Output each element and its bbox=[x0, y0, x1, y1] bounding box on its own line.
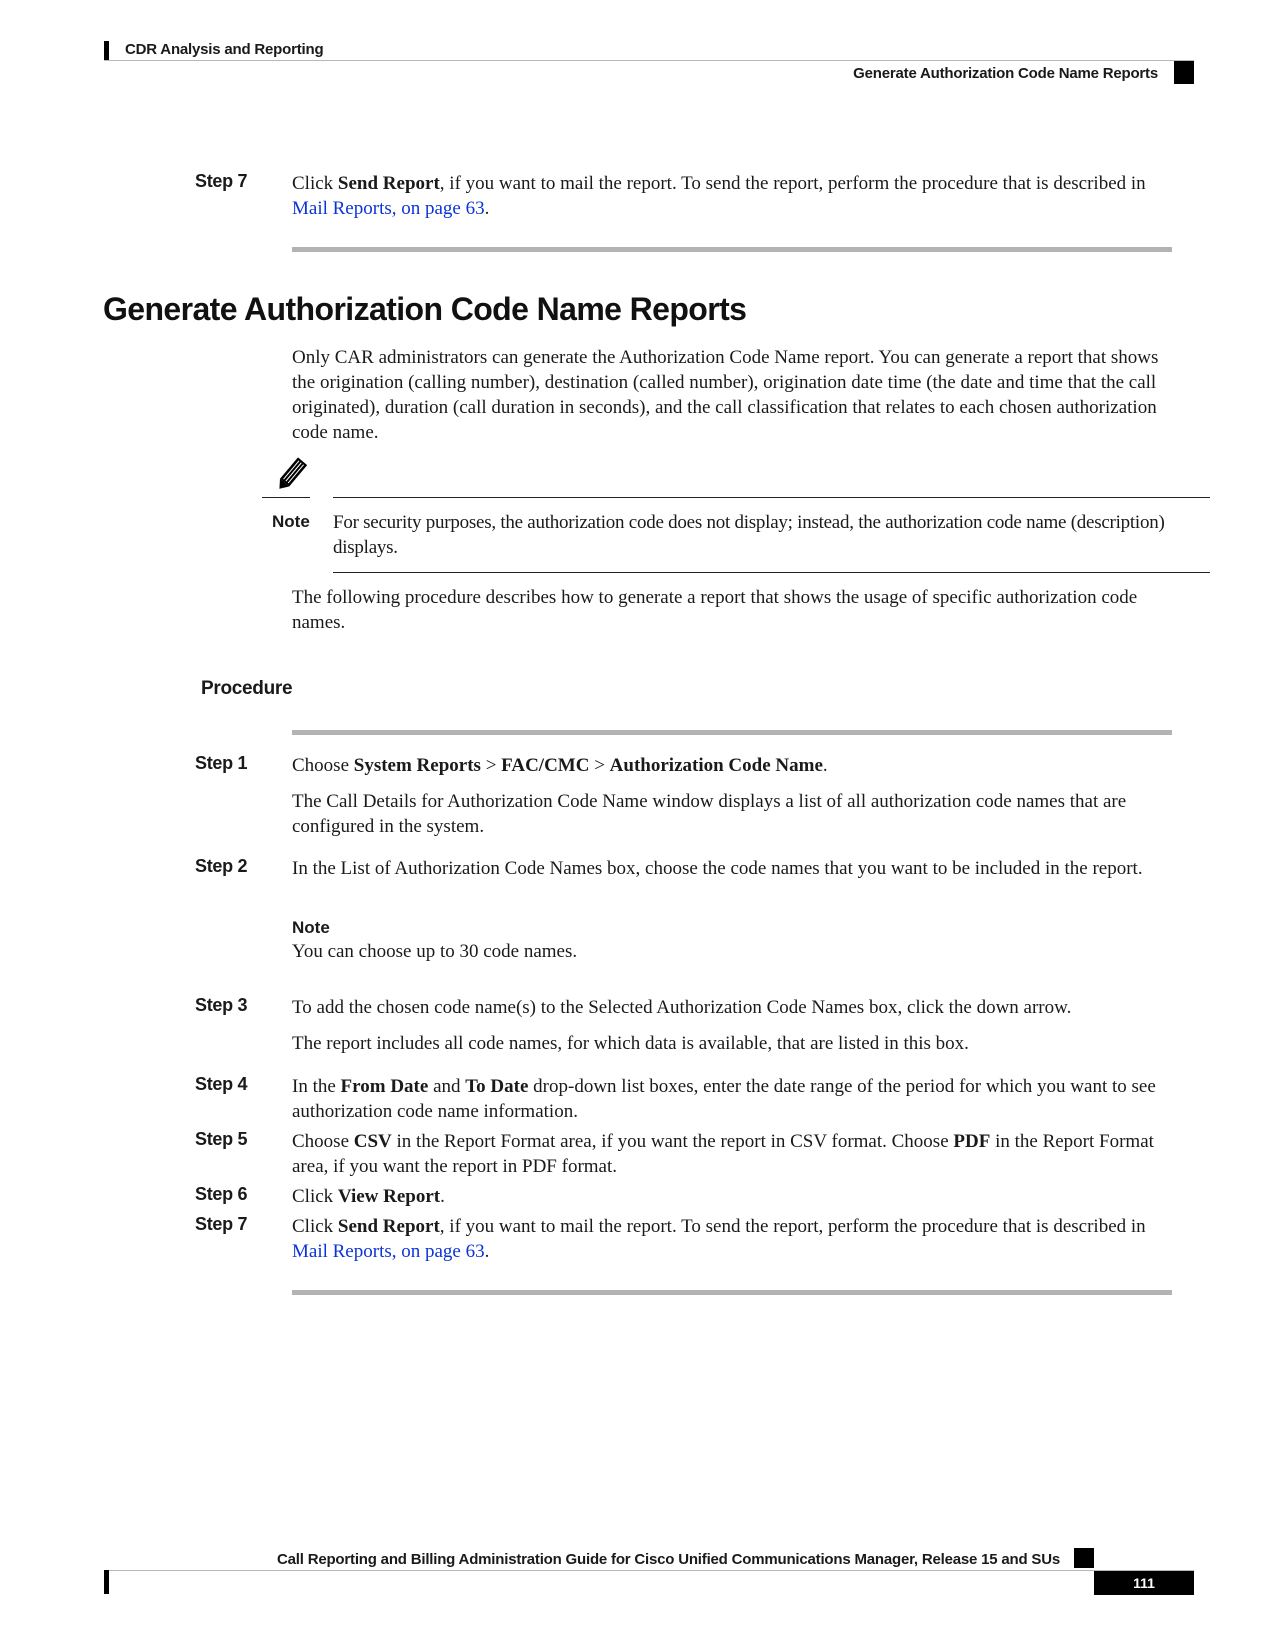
step-2-note-label: Note bbox=[292, 918, 330, 937]
step-2-text: In the List of Authorization Code Names box, choose the code names that you want to be included in the report. bbox=[292, 858, 1143, 879]
header-chapter-title: CDR Analysis and Reporting bbox=[125, 41, 324, 58]
step-4-text: In the From Date and To Date drop-down list boxes, enter the date range of the period for which you want to see authorization code name information. bbox=[292, 1076, 1156, 1122]
step-5-text: Choose CSV in the Report Format area, if you want the report in CSV format. Choose PDF in the Report Format area, if you want the report in PDF format. bbox=[292, 1131, 1154, 1177]
footer-guide-title: Call Reporting and Billing Administration Guide for Cisco Unified Communications Manager, Release 15 and SUs bbox=[277, 1551, 1060, 1568]
step-7-text: Click Send Report, if you want to mail the report. To send the report, perform the procedure that is described in Mail Reports, on page 63. bbox=[292, 1216, 1146, 1262]
step-6-label: Step 6 bbox=[195, 1184, 248, 1204]
step-7-label: Step 7 bbox=[195, 1214, 248, 1234]
procedure-heading: Procedure bbox=[201, 678, 293, 699]
step-2-label: Step 2 bbox=[195, 856, 248, 876]
procedure-end-rule bbox=[292, 247, 1172, 252]
mail-reports-link[interactable]: Mail Reports, on page 63 bbox=[292, 198, 485, 219]
header-rule bbox=[104, 60, 1194, 61]
following-paragraph: The following procedure describes how to generate a report that shows the usage of specific authorization code names. bbox=[292, 587, 1138, 633]
step-1-detail: The Call Details for Authorization Code Name window displays a list of all authorization code names that are configured in the system. bbox=[292, 791, 1127, 837]
step-1-label: Step 1 bbox=[195, 753, 248, 773]
footer-bar-left bbox=[104, 1570, 109, 1594]
step-1-text: Choose System Reports > FAC/CMC > Authorization Code Name. bbox=[292, 755, 828, 776]
step-6-text: Click View Report. bbox=[292, 1186, 445, 1207]
intro-paragraph: Only CAR administrators can generate the Authorization Code Name report. You can generate a report that shows the origination (calling number), destination (called number), origination date time (the date and time that the call originated), duration (call duration in seconds), and the call classification that relates to each chosen authorization code name. bbox=[292, 347, 1159, 443]
note-bottom-rule bbox=[333, 572, 1210, 573]
section-title: Generate Authorization Code Name Reports bbox=[103, 291, 747, 327]
step-5-label: Step 5 bbox=[195, 1129, 248, 1149]
step-3-text: To add the chosen code name(s) to the Selected Authorization Code Names box, click the down arrow. bbox=[292, 997, 1072, 1018]
footer-block bbox=[1074, 1548, 1094, 1568]
note-top-rule bbox=[333, 497, 1210, 498]
prev-step-label: Step 7 bbox=[195, 171, 248, 191]
pencil-icon bbox=[271, 455, 311, 495]
step-3-detail: The report includes all code names, for which data is available, that are listed in this box. bbox=[292, 1033, 969, 1054]
footer-rule bbox=[104, 1570, 1194, 1571]
header-section-title: Generate Authorization Code Name Reports bbox=[853, 65, 1158, 82]
note-icon-rule bbox=[262, 497, 310, 498]
page-number: 111 bbox=[1094, 1571, 1194, 1595]
procedure-start-rule bbox=[292, 730, 1172, 735]
step-3-label: Step 3 bbox=[195, 995, 248, 1015]
header-block bbox=[1174, 61, 1194, 84]
header-bar-left bbox=[104, 41, 109, 61]
note-label: Note bbox=[272, 512, 310, 531]
mail-reports-link-2[interactable]: Mail Reports, on page 63 bbox=[292, 1241, 485, 1262]
note-text: For security purposes, the authorization code does not display; instead, the authorization code name (description) displays. bbox=[333, 512, 1165, 558]
step-2-note-text: You can choose up to 30 code names. bbox=[292, 941, 578, 962]
prev-step-text: Click Send Report, if you want to mail the report. To send the report, perform the procedure that is described in Mail Reports, on page 63. bbox=[292, 173, 1146, 219]
procedure-final-rule bbox=[292, 1290, 1172, 1295]
step-4-label: Step 4 bbox=[195, 1074, 248, 1094]
